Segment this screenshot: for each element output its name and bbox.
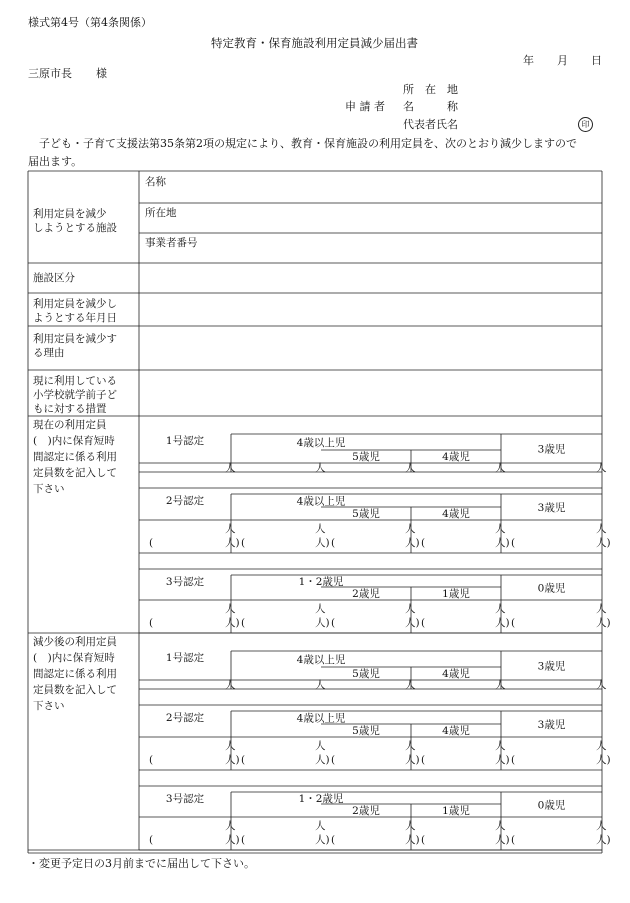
capacity-paren: 人) [495, 754, 510, 766]
age-group-header: 4歳以上児 [296, 495, 346, 508]
capacity-paren: ( [241, 834, 246, 846]
capacity-paren: 人) [225, 537, 240, 549]
capacity-paren: ( [331, 754, 336, 766]
capacity-unit: 人 [315, 679, 326, 691]
capacity-unit: 人 [495, 679, 506, 691]
capacity-unit: 人 [405, 820, 416, 832]
certification-label: 1号認定 [165, 435, 205, 447]
capacity-unit: 人 [495, 462, 506, 474]
capacity-paren: 人) [596, 617, 611, 629]
seal-mark: 印 [578, 117, 593, 132]
age-subheader: 1歳児 [442, 805, 470, 817]
capacity-section-label: ( )内に保育短時 [33, 652, 115, 664]
age-group-header: 1・2歳児 [298, 576, 344, 588]
capacity-unit: 人 [495, 820, 506, 832]
capacity-section-label: 減少後の利用定員 [33, 636, 117, 648]
certification-label: 2号認定 [165, 712, 205, 724]
age-group-header: 0歳児 [537, 799, 566, 812]
footer-note: ・変更予定日の3月前までに届出して下さい。 [28, 857, 255, 870]
capacity-section-label: 現在の利用定員 [33, 419, 107, 431]
age-subheader: 4歳児 [442, 725, 470, 737]
capacity-paren: ( [149, 617, 154, 629]
facility-number-label: 事業者番号 [145, 237, 198, 249]
capacity-section-label: 定員数を記入して [33, 684, 117, 696]
capacity-unit: 人 [225, 740, 236, 752]
age-group-header: 3歳児 [537, 502, 566, 514]
capacity-unit: 人 [405, 462, 416, 474]
applicant-name-label: 名 称 [403, 100, 458, 113]
capacity-section-label: 下さい [33, 483, 65, 495]
capacity-paren: ( [511, 617, 516, 629]
capacity-unit: 人 [596, 523, 607, 535]
certification-label: 2号認定 [165, 495, 205, 507]
capacity-unit: 人 [225, 679, 236, 691]
capacity-paren: 人) [405, 617, 420, 629]
age-subheader: 2歳児 [352, 805, 380, 817]
capacity-unit: 人 [596, 603, 607, 615]
facility-name-label: 名称 [145, 176, 166, 188]
applicant-group-label: 申 請 者 [345, 100, 385, 113]
capacity-unit: 人 [495, 740, 506, 752]
facility-label-line: 利用定員を減少 [33, 208, 107, 220]
capacity-unit: 人 [596, 462, 607, 474]
document-title: 特定教育・保育施設利用定員減少届出書 [211, 36, 418, 50]
age-group-header: 0歳児 [537, 582, 566, 595]
age-group-header: 4歳以上児 [296, 712, 346, 725]
date-month-label: 月 [557, 54, 568, 67]
capacity-paren: ( [421, 617, 426, 629]
age-subheader: 1歳児 [442, 588, 470, 600]
age-subheader: 4歳児 [442, 508, 470, 520]
capacity-paren: 人) [225, 834, 240, 846]
capacity-unit: 人 [405, 603, 416, 615]
capacity-unit: 人 [596, 820, 607, 832]
capacity-unit: 人 [596, 740, 607, 752]
certification-label: 1号認定 [165, 652, 205, 664]
capacity-paren: ( [511, 537, 516, 549]
age-group-header: 3歳児 [537, 719, 566, 731]
capacity-section-label: 間認定に係る利用 [33, 451, 117, 463]
notification-form-table [28, 171, 611, 853]
age-subheader: 5歳児 [352, 451, 380, 463]
capacity-section-label: 下さい [33, 700, 65, 712]
capacity-unit: 人 [315, 820, 326, 832]
measures-label: 現に利用している [33, 375, 117, 387]
capacity-paren: ( [331, 834, 336, 846]
capacity-paren: ( [421, 537, 426, 549]
capacity-unit: 人 [225, 603, 236, 615]
capacity-unit: 人 [225, 523, 236, 535]
capacity-paren: 人) [315, 537, 330, 549]
capacity-section-label: ( )内に保育短時 [33, 435, 115, 447]
capacity-paren: 人) [315, 617, 330, 629]
capacity-paren: ( [421, 834, 426, 846]
age-group-header: 3歳児 [537, 443, 566, 456]
capacity-unit: 人 [225, 820, 236, 832]
age-subheader: 5歳児 [352, 668, 380, 680]
capacity-unit: 人 [315, 523, 326, 535]
measures-label: 小学校就学前子ど [33, 389, 117, 401]
capacity-unit: 人 [495, 523, 506, 535]
age-group-header: 4歳以上児 [296, 437, 346, 449]
age-subheader: 4歳児 [442, 668, 470, 680]
form-number: 様式第4号（第4条関係） [28, 16, 152, 29]
reduction-reason-label: 利用定員を減少す [33, 333, 117, 345]
capacity-paren: 人) [495, 617, 510, 629]
facility-address-label: 所在地 [145, 207, 177, 219]
capacity-paren: 人) [315, 754, 330, 766]
capacity-paren: ( [331, 617, 336, 629]
capacity-paren: 人) [315, 834, 330, 846]
facility-category-label: 施設区分 [33, 272, 75, 284]
certification-label: 3号認定 [165, 576, 205, 588]
capacity-paren: ( [511, 754, 516, 766]
capacity-paren: 人) [495, 834, 510, 846]
capacity-paren: 人) [495, 537, 510, 549]
capacity-paren: ( [241, 754, 246, 766]
addressee-suffix: 様 [96, 67, 107, 80]
reduction-reason-label: る理由 [33, 347, 65, 359]
date-year-label: 年 [523, 54, 534, 67]
capacity-unit: 人 [315, 462, 326, 474]
addressee: 三原市長 [28, 67, 72, 80]
capacity-unit: 人 [495, 603, 506, 615]
capacity-paren: ( [241, 537, 246, 549]
age-group-header: 3歳児 [537, 660, 566, 673]
capacity-unit: 人 [405, 523, 416, 535]
capacity-unit: 人 [225, 462, 236, 474]
capacity-paren: 人) [405, 537, 420, 549]
capacity-paren: 人) [596, 754, 611, 766]
capacity-paren: 人) [596, 834, 611, 846]
capacity-paren: ( [421, 754, 426, 766]
age-subheader: 2歳児 [352, 588, 380, 600]
certification-label: 3号認定 [165, 793, 205, 805]
capacity-paren: ( [511, 834, 516, 846]
date-day-label: 日 [591, 54, 602, 67]
capacity-paren: 人) [405, 834, 420, 846]
capacity-paren: ( [149, 537, 154, 549]
capacity-section-label: 間認定に係る利用 [33, 668, 117, 680]
capacity-paren: 人) [596, 537, 611, 549]
age-subheader: 5歳児 [352, 508, 380, 520]
applicant-address-label: 所 在 地 [403, 83, 458, 96]
measures-label: もに対する措置 [33, 403, 107, 415]
facility-label-line: しようとする施設 [33, 222, 117, 234]
applicant-rep-label: 代表者氏名 [403, 118, 458, 131]
capacity-paren: ( [241, 617, 246, 629]
capacity-paren: ( [149, 834, 154, 846]
capacity-unit: 人 [596, 679, 607, 691]
capacity-unit: 人 [315, 740, 326, 752]
reduction-date-label: ようとする年月日 [33, 312, 117, 324]
age-subheader: 4歳児 [442, 451, 470, 463]
capacity-unit: 人 [405, 740, 416, 752]
age-group-header: 1・2歳児 [298, 793, 344, 805]
capacity-paren: ( [331, 537, 336, 549]
capacity-section-label: 定員数を記入して [33, 467, 117, 479]
capacity-paren: 人) [405, 754, 420, 766]
capacity-paren: ( [149, 754, 154, 766]
capacity-unit: 人 [315, 603, 326, 615]
age-subheader: 5歳児 [352, 725, 380, 737]
intro-line-1: 子ども・子育て支援法第35条第2項の規定により、教育・保育施設の利用定員を、次のとおり減少しますので [28, 137, 577, 150]
capacity-paren: 人) [225, 754, 240, 766]
reduction-date-label: 利用定員を減少し [33, 298, 117, 310]
intro-line-2: 届出ます。 [28, 155, 83, 168]
capacity-paren: 人) [225, 617, 240, 629]
age-group-header: 4歳以上児 [296, 654, 346, 666]
capacity-unit: 人 [405, 679, 416, 691]
